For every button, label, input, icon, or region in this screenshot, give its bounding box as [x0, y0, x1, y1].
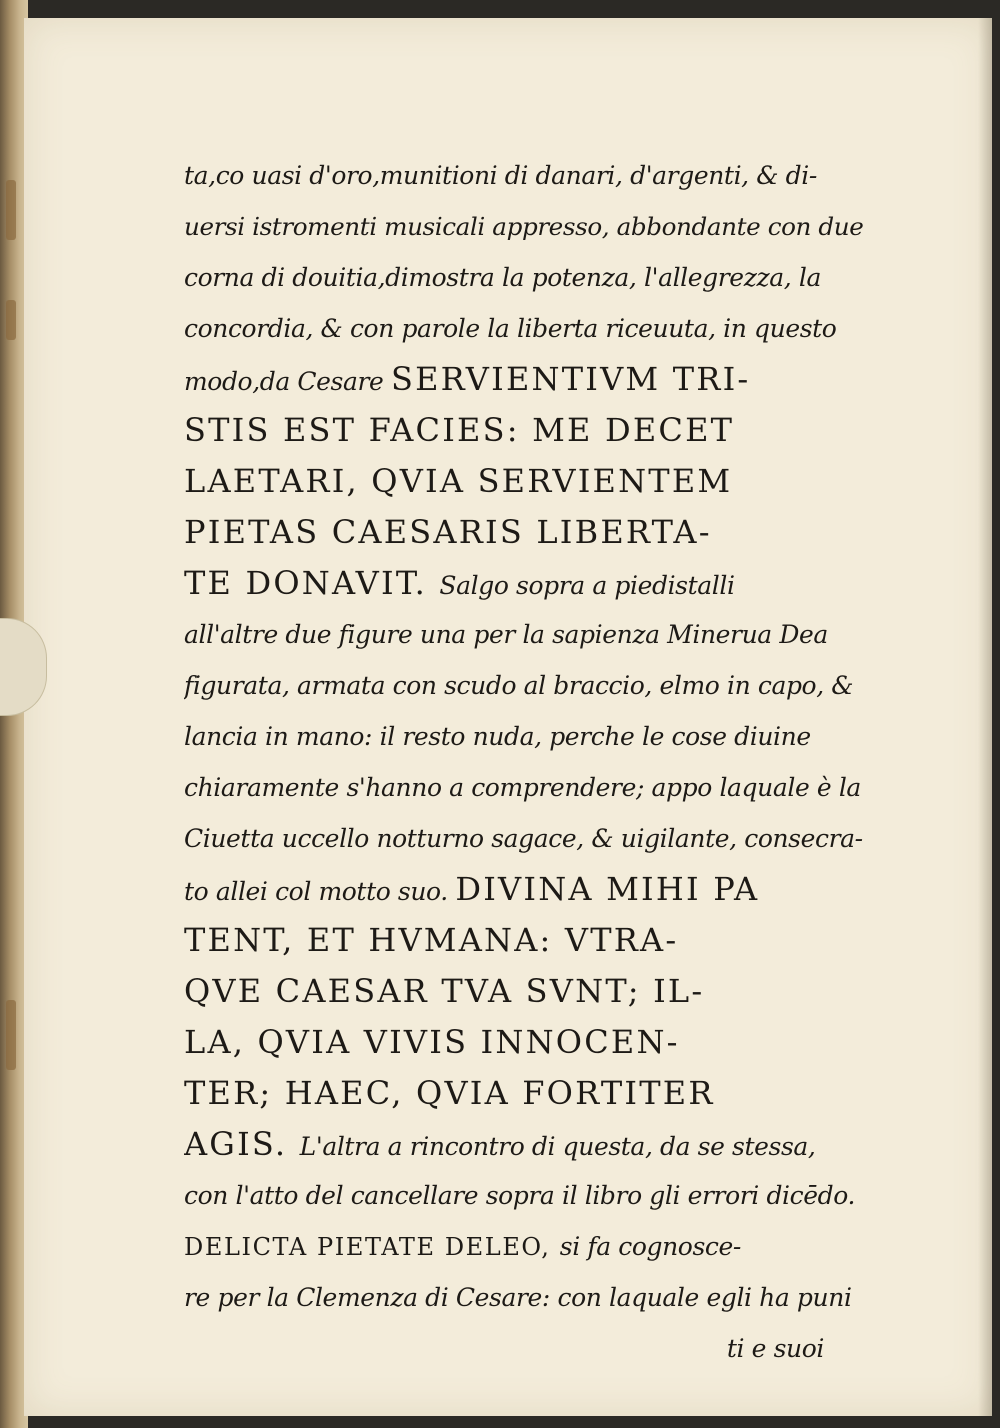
text-line [184, 966, 864, 1017]
italic-text: all'altre due figure una per la sapienza Minerua Dea [184, 620, 828, 649]
text-line [184, 1068, 864, 1119]
spine-stain [6, 1000, 16, 1070]
capital-text: LA, QVIA VIVIS INNOCEN- [184, 1023, 680, 1061]
capital-text: TE DONAVIT. [184, 564, 440, 602]
text-line [184, 354, 864, 405]
capital-text: PIETAS CAESARIS LIBERTA- [184, 513, 712, 551]
capital-text: STIS EST FACIES: ME DECET [184, 411, 735, 449]
text-line [184, 558, 864, 609]
text-line [184, 201, 864, 252]
capital-text: DIVINA MIHI PA [455, 870, 760, 908]
spine-stain [6, 300, 16, 340]
italic-text: re per la Clemenza di Cesare: con laquale egli ha puni [184, 1283, 852, 1312]
italic-text: si fa cognosce- [559, 1232, 741, 1261]
capital-text: TENT, ET HVMANA: VTRA- [184, 921, 679, 959]
italic-text: modo,da Cesare [184, 367, 391, 396]
capital-text: AGIS. [184, 1125, 300, 1163]
capital-text: LAETARI, QVIA SERVIENTEM [184, 462, 733, 500]
text-line [184, 813, 864, 864]
italic-text: chiaramente s'hanno a comprendere; appo laquale è la [184, 773, 861, 802]
text-line [184, 660, 864, 711]
text-line [184, 1221, 864, 1272]
text-line [184, 252, 864, 303]
text-line [184, 1170, 864, 1221]
italic-text: corna di douitia,dimostra la potenza, l'allegrezza, la [184, 263, 821, 292]
italic-text: Ciuetta uccello notturno sagace, & uigilante, consecra- [184, 824, 863, 853]
catchword: ti e suoi [726, 1334, 824, 1363]
italic-text: lancia in mano: il resto nuda, perche le cose diuine [184, 722, 811, 751]
text-line [184, 711, 864, 762]
text-line [184, 1272, 864, 1323]
italic-text: L'altra a rincontro di questa, da se stessa, [299, 1132, 816, 1161]
capital-text: SERVIENTIVM TRI- [390, 360, 751, 398]
italic-text: uersi istromenti musicali appresso, abbondante con due [184, 212, 864, 241]
capital-text: QVE CAESAR TVA SVNT; IL- [184, 972, 705, 1010]
text-line [184, 609, 864, 660]
italic-text: to allei col motto suo. [184, 877, 456, 906]
text-line [184, 303, 864, 354]
capital-text: DELICTA PIETATE DELEO, [184, 1233, 560, 1261]
text-line [184, 507, 864, 558]
italic-text: figurata, armata con scudo al braccio, elmo in capo, & [184, 671, 854, 700]
spine-stain [6, 180, 16, 240]
text-line [184, 150, 864, 201]
text-line [184, 456, 864, 507]
capital-text: TER; HAEC, QVIA FORTITER [184, 1074, 715, 1112]
italic-text: concordia, & con parole la liberta riceuuta, in questo [184, 314, 837, 343]
text-line [184, 1119, 864, 1170]
text-line [184, 762, 864, 813]
page-text [184, 150, 864, 1374]
text-line [184, 915, 864, 966]
text-line [184, 405, 864, 456]
italic-text: ta,co uasi d'oro,munitioni di danari, d'argenti, & di- [184, 161, 817, 190]
italic-text: Salgo sopra a piedistalli [439, 571, 735, 600]
text-line [184, 864, 864, 915]
italic-text: con l'atto del cancellare sopra il libro gli errori dicēdo. [184, 1181, 856, 1210]
text-line [184, 1017, 864, 1068]
